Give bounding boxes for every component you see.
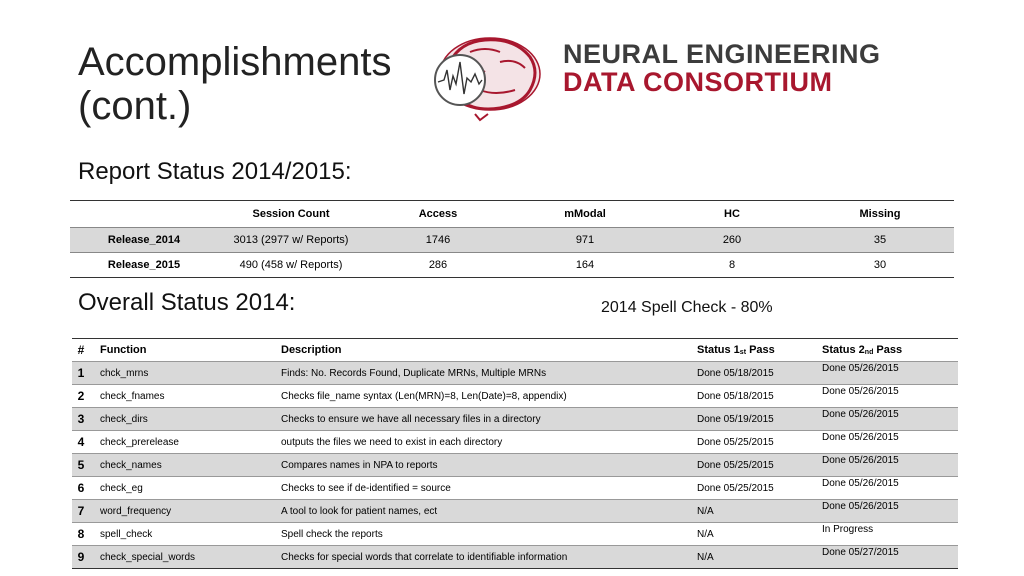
overall-status-heading: Overall Status 2014:	[78, 289, 296, 316]
status-num-cell: 7	[77, 504, 85, 518]
pass1-cell: Done 05/19/2015	[697, 413, 774, 425]
description-cell: Checks to see if de-identified = source	[281, 482, 451, 494]
table-row	[70, 228, 954, 253]
report-cell: 971	[575, 234, 595, 246]
status-header-pass1-text: Status 1	[697, 344, 740, 356]
status-num-cell: 9	[77, 550, 85, 564]
status-header-pass1	[697, 339, 822, 362]
pass2-cell: Done 05/26/2015	[822, 432, 899, 443]
report-header-cell: Session Count	[252, 208, 330, 220]
report-cell: 30	[873, 259, 887, 271]
report-header-cell: HC	[724, 208, 740, 220]
status-header-pass1-post: Pass	[746, 344, 775, 356]
function-cell: chck_mrns	[100, 367, 149, 379]
report-status-table	[70, 200, 954, 278]
pass1-cell: N/A	[697, 528, 714, 540]
function-cell: check_eg	[100, 482, 143, 494]
pass1-cell: Done 05/18/2015	[697, 367, 774, 379]
status-header-pass1-sup: st	[739, 349, 747, 356]
status-header-description: Description	[281, 344, 342, 356]
table-row	[72, 500, 958, 523]
logo-line1: NEURAL ENGINEERING	[563, 39, 881, 69]
pass1-cell: Done 05/25/2015	[697, 436, 774, 448]
table-row	[70, 253, 954, 278]
status-num-cell: 5	[77, 458, 85, 472]
description-cell: outputs the files we need to exist in each directory	[281, 436, 503, 448]
function-cell: check_dirs	[100, 413, 148, 425]
pass1-cell: Done 05/25/2015	[697, 482, 774, 494]
status-header-num: #	[77, 343, 85, 357]
report-header-cell: Access	[418, 208, 458, 220]
report-cell: 286	[428, 259, 448, 271]
pass2-cell: Done 05/27/2015	[822, 547, 899, 558]
slide-title-line1: Accomplishments	[78, 40, 392, 84]
report-cell: 35	[873, 234, 887, 246]
table-row	[72, 546, 958, 569]
pass2-cell: Done 05/26/2015	[822, 386, 899, 397]
description-cell: Checks file_name syntax (Len(MRN)=8, Len(Date)=8, appendix)	[281, 390, 567, 402]
report-cell: 1746	[425, 234, 451, 246]
report-cell: 260	[722, 234, 742, 246]
status-header-function: Function	[100, 344, 147, 356]
status-table-header-row	[72, 339, 958, 362]
description-cell: Spell check the reports	[281, 528, 383, 540]
status-header-pass2-post: Pass	[873, 344, 903, 356]
slide-title-line2: (cont.)	[78, 84, 192, 128]
function-cell: spell_check	[100, 528, 153, 540]
brain-eeg-icon	[430, 32, 544, 122]
function-cell: word_frequency	[100, 505, 172, 517]
description-cell: Checks for special words that correlate to identifiable information	[281, 551, 568, 563]
table-row	[72, 454, 958, 477]
report-cell: Release_2015	[107, 259, 181, 271]
pass2-cell: Done 05/26/2015	[822, 409, 899, 420]
table-row	[72, 385, 958, 408]
report-cell: 490 (458 w/ Reports)	[239, 259, 343, 271]
status-table-body	[72, 362, 958, 569]
report-cell: 8	[728, 259, 736, 271]
pass1-cell: N/A	[697, 551, 714, 563]
report-table-header-row	[70, 201, 954, 228]
pass2-cell: Done 05/26/2015	[822, 455, 899, 466]
function-cell: check_special_words	[100, 551, 196, 563]
status-num-cell: 8	[77, 527, 85, 541]
description-cell: Compares names in NPA to reports	[281, 459, 438, 471]
table-row	[72, 431, 958, 454]
pass1-cell: N/A	[697, 505, 714, 517]
pass2-cell: Done 05/26/2015	[822, 501, 899, 512]
function-cell: check_names	[100, 459, 162, 471]
description-cell: A tool to look for patient names, ect	[281, 505, 438, 517]
status-num-cell: 1	[77, 366, 85, 380]
report-header-cell: mModal	[564, 208, 606, 220]
status-num-cell: 6	[77, 481, 85, 495]
report-status-heading: Report Status 2014/2015:	[78, 158, 352, 185]
pass2-cell: Done 05/26/2015	[822, 478, 899, 489]
table-row	[72, 523, 958, 546]
description-cell: Finds: No. Records Found, Duplicate MRNs, Multiple MRNs	[281, 367, 547, 379]
pass1-cell: Done 05/18/2015	[697, 390, 774, 402]
status-num-cell: 3	[77, 412, 85, 426]
table-row	[72, 362, 958, 385]
spell-check-note: 2014 Spell Check - 80%	[601, 299, 773, 316]
pass2-cell: In Progress	[822, 524, 874, 535]
table-row	[72, 408, 958, 431]
report-cell: Release_2014	[107, 234, 181, 246]
description-cell: Checks to ensure we have all necessary files in a directory	[281, 413, 541, 425]
pass2-cell: Done 05/26/2015	[822, 363, 899, 374]
status-header-pass2-text: Status 2	[822, 344, 865, 356]
function-cell: check_fnames	[100, 390, 165, 402]
status-header-pass2	[822, 339, 958, 362]
slide-title	[78, 40, 391, 128]
report-header-cell: Missing	[859, 208, 901, 220]
overall-status-table	[72, 338, 958, 569]
report-header-cell	[70, 201, 218, 228]
status-num-cell: 4	[77, 435, 85, 449]
report-cell: 164	[575, 259, 595, 271]
status-header-pass2-sup: nd	[864, 349, 874, 356]
report-cell: 3013 (2977 w/ Reports)	[233, 234, 349, 246]
status-num-cell: 2	[77, 389, 85, 403]
table-row	[72, 477, 958, 500]
pass1-cell: Done 05/25/2015	[697, 459, 774, 471]
function-cell: check_prerelease	[100, 436, 179, 448]
logo-wordmark	[563, 40, 923, 96]
logo-line2: DATA CONSORTIUM	[563, 67, 833, 97]
